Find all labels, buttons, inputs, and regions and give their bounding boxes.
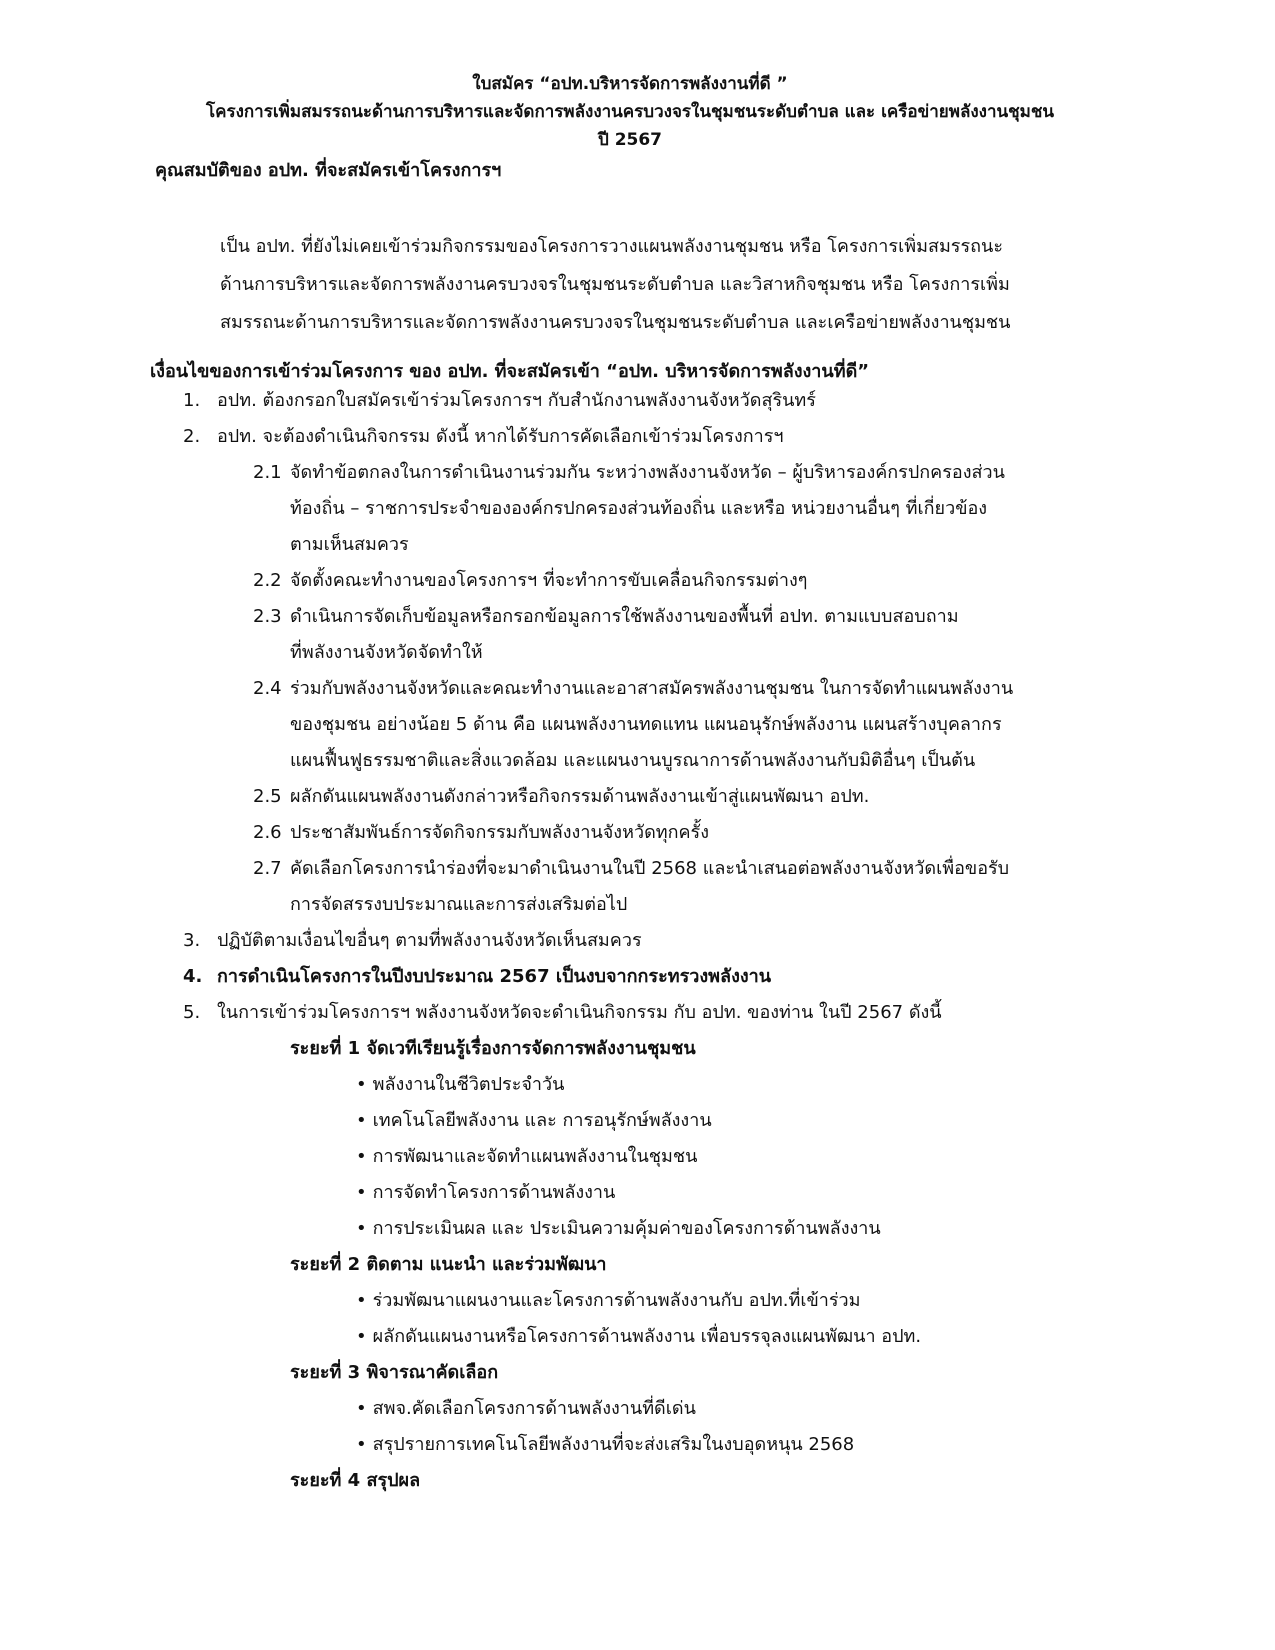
bullet-icon: • [356, 1434, 367, 1455]
bullet-text: สพจ.คัดเลือกโครงการด้านพลังงานที่ดีเด่น [372, 1398, 696, 1419]
sub-item-line: ผลักดันแผนพลังงานดังกล่าวหรือกิจกรรมด้านพลังงานเข้าสู่แผนพัฒนา อปท. [290, 786, 870, 807]
sub-item-line: ดำเนินการจัดเก็บข้อมูลหรือกรอกข้อมูลการใช้พลังงานของพื้นที่ อปท. ตามแบบสอบถาม [290, 606, 959, 627]
title-line-1: ใบสมัคร “อปท.บริหารจัดการพลังงานที่ดี ” [472, 74, 788, 94]
conditions-heading: เงื่อนไขของการเข้าร่วมโครงการ ของ อปท. ที่จะสมัครเข้า “อปท. บริหารจัดการพลังงานที่ดี” [150, 361, 870, 382]
qualifications-line: ด้านการบริหารและจัดการพลังงานครบวงจรในชุมชนระดับตำบล และวิสาหกิจชุมชน หรือ โครงการเพิ่ม [220, 274, 1010, 295]
condition-item-1: อปท. ต้องกรอกใบสมัครเข้าร่วมโครงการฯ กับสำนักงานพลังงานจังหวัดสุรินทร์ [217, 390, 816, 411]
sub-item-line: คัดเลือกโครงการนำร่องที่จะมาดำเนินงานในปี 2568 และนำเสนอต่อพลังงานจังหวัดเพื่อขอรับ [290, 858, 1010, 879]
sub-item-line: การจัดสรรงบประมาณและการส่งเสริมต่อไป [290, 894, 628, 915]
bullet-text: การประเมินผล และ ประเมินความคุ้มค่าของโครงการด้านพลังงาน [372, 1218, 881, 1239]
bullet-text: พลังงานในชีวิตประจำวัน [372, 1074, 565, 1095]
condition-item-5: ในการเข้าร่วมโครงการฯ พลังงานจังหวัดจะดำเนินกิจกรรม กับ อปท. ของท่าน ในปี 2567 ดังนี้ [217, 1002, 942, 1023]
bullet-icon: • [356, 1326, 367, 1347]
list-number: 3. [183, 930, 201, 951]
sub-number: 2.6 [253, 822, 282, 843]
sub-item-line: ท้องถิ่น – ราชการประจำขององค์กรปกครองส่วนท้องถิ่น และหรือ หน่วยงานอื่นๆ ที่เกี่ยวข้อง [290, 498, 988, 519]
document-title [150, 70, 1110, 154]
sub-item-line: จัดทำข้อตกลงในการดำเนินงานร่วมกัน ระหว่างพลังงานจังหวัด – ผู้บริหารองค์กรปกครองส่วน [290, 462, 1005, 483]
sub-number: 2.7 [253, 858, 282, 879]
sub-item-line: ตามเห็นสมควร [290, 534, 409, 555]
list-item [356, 1394, 696, 1424]
list-number: 1. [183, 390, 201, 411]
list-item [356, 1430, 854, 1460]
title-line-2: โครงการเพิ่มสมรรถนะด้านการบริหารและจัดการพลังงานครบวงจรในชุมชนระดับตำบล และ เครือข่ายพลังงานชุมชน [205, 102, 1055, 122]
bullet-text: ร่วมพัฒนาแผนงานและโครงการด้านพลังงานกับ อปท.ที่เข้าร่วม [372, 1290, 861, 1311]
condition-item-2: อปท. จะต้องดำเนินกิจกรรม ดังนี้ หากได้รับการคัดเลือกเข้าร่วมโครงการฯ [217, 426, 784, 447]
list-number: 2. [183, 426, 201, 447]
phase-2-title: ระยะที่ 2 ติดตาม แนะนำ และร่วมพัฒนา [290, 1254, 607, 1275]
condition-item-3: ปฏิบัติตามเงื่อนไขอื่นๆ ตามที่พลังงานจังหวัดเห็นสมควร [217, 930, 642, 951]
qualifications-heading: คุณสมบัติของ อปท. ที่จะสมัครเข้าโครงการฯ [155, 160, 502, 181]
bullet-icon: • [356, 1146, 367, 1167]
sub-number: 2.3 [253, 606, 282, 627]
list-item [356, 1322, 921, 1352]
phase-3-title: ระยะที่ 3 พิจารณาคัดเลือก [290, 1362, 499, 1383]
sub-item-line: ที่พลังงานจังหวัดจัดทำให้ [290, 642, 483, 663]
list-item [356, 1286, 861, 1316]
bullet-icon: • [356, 1218, 367, 1239]
list-item [356, 1106, 712, 1136]
condition-item-4: การดำเนินโครงการในปีงบประมาณ 2567 เป็นงบจากกระทรวงพลังงาน [217, 966, 772, 987]
sub-number: 2.2 [253, 570, 282, 591]
qualifications-paragraph [220, 228, 1120, 342]
sub-item-line: ประชาสัมพันธ์การจัดกิจกรรมกับพลังงานจังหวัดทุกครั้ง [290, 822, 710, 843]
bullet-text: สรุปรายการเทคโนโลยีพลังงานที่จะส่งเสริมในงบอุดหนุน 2568 [372, 1434, 855, 1455]
list-item [356, 1214, 881, 1244]
qualifications-line: สมรรถนะด้านการบริหารและจัดการพลังงานครบวงจรในชุมชนระดับตำบล และเครือข่ายพลังงานชุมชน [220, 312, 1011, 333]
bullet-icon: • [356, 1398, 367, 1419]
phase-4-title: ระยะที่ 4 สรุปผล [290, 1470, 421, 1491]
qualifications-line: เป็น อปท. ที่ยังไม่เคยเข้าร่วมกิจกรรมของโครงการวางแผนพลังงานชุมชน หรือ โครงการเพิ่มสมรรถนะ [220, 236, 1004, 257]
sub-item-line: จัดตั้งคณะทำงานของโครงการฯ ที่จะทำการขับเคลื่อนกิจกรรมต่างๆ [290, 570, 808, 591]
bullet-text: ผลักดันแผนงานหรือโครงการด้านพลังงาน เพื่อบรรจุลงแผนพัฒนา อปท. [372, 1326, 922, 1347]
list-number: 4. [183, 966, 203, 987]
bullet-text: เทคโนโลยีพลังงาน และ การอนุรักษ์พลังงาน [372, 1110, 712, 1131]
bullet-text: การพัฒนาและจัดทำแผนพลังงานในชุมชน [372, 1146, 698, 1167]
bullet-icon: • [356, 1074, 367, 1095]
list-number: 5. [183, 1002, 201, 1023]
sub-item-line: ร่วมกับพลังงานจังหวัดและคณะทำงานและอาสาสมัครพลังงานชุมชน ในการจัดทำแผนพลังงาน [290, 678, 1014, 699]
sub-number: 2.1 [253, 462, 282, 483]
sub-item-line: ของชุมชน อย่างน้อย 5 ด้าน คือ แผนพลังงานทดแทน แผนอนุรักษ์พลังงาน แผนสร้างบุคลากร [290, 714, 1002, 735]
sub-item-line: แผนฟื้นฟูธรรมชาติและสิ่งแวดล้อม และแผนงานบูรณาการด้านพลังงานกับมิติอื่นๆ เป็นต้น [290, 750, 976, 771]
list-item [356, 1070, 564, 1100]
bullet-icon: • [356, 1182, 367, 1203]
bullet-text: การจัดทำโครงการด้านพลังงาน [372, 1182, 616, 1203]
list-item [356, 1142, 697, 1172]
sub-number: 2.4 [253, 678, 282, 699]
title-line-3: ปี 2567 [597, 130, 663, 150]
list-item [356, 1178, 615, 1208]
bullet-icon: • [356, 1290, 367, 1311]
bullet-icon: • [356, 1110, 367, 1131]
sub-number: 2.5 [253, 786, 282, 807]
phase-1-title: ระยะที่ 1 จัดเวทีเรียนรู้เรื่องการจัดการพลังงานชุมชน [290, 1038, 696, 1059]
